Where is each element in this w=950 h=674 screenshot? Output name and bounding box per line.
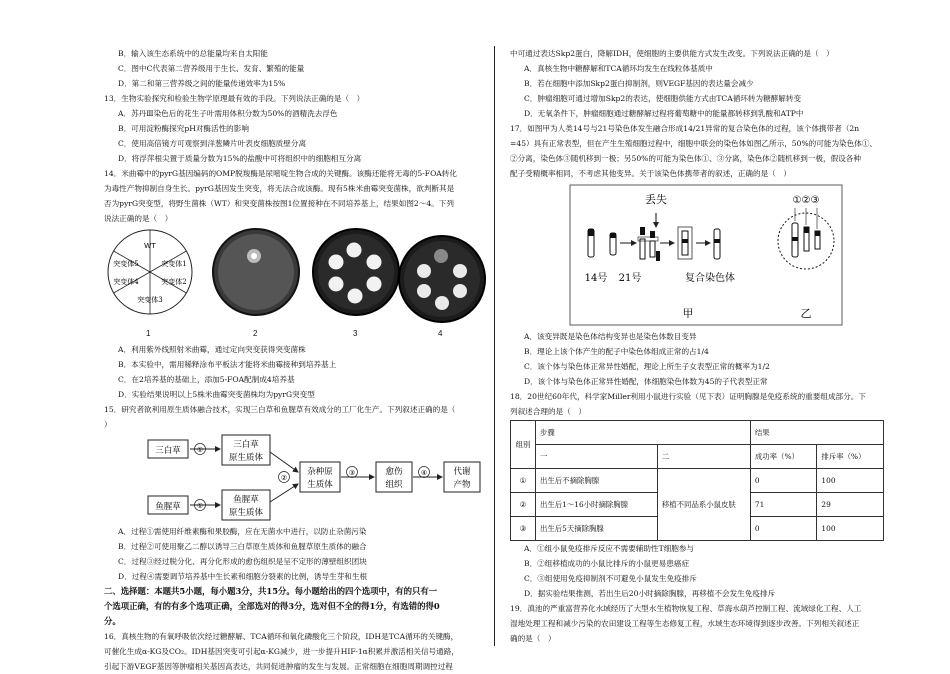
q15-stem-line: 15．研究者欲利用原生质体融合技术，实现三白草和鱼腥草有效成分的工厂化生产。下列叙述正确的是（: [104, 405, 456, 414]
flow-yuxingcao-proto-1: 鱼腥草: [233, 495, 259, 505]
table-header-success: 成功率（%）: [750, 445, 817, 469]
plate-2-image: [213, 229, 299, 315]
section-2-heading: 个选项正确，有的有多个选项正确，全部选对的得3分，选对但不全的得1分，有选错的得0: [104, 601, 440, 611]
plate-1-sector-diagram: [108, 230, 192, 314]
table-cell-step1: 出生后5天摘除胸腺: [536, 517, 658, 541]
table-header-group: 组别: [511, 421, 536, 469]
q17-option-c: C．该个体与染色体正常异性婚配，理论上所生子女表型正常的概率为1/2: [524, 362, 770, 371]
q13-option-c: C．使用高倍镜方可观察到洋葱鳞片叶表皮细胞质壁分离: [118, 139, 307, 148]
q18-experiment-table: [510, 420, 884, 541]
q14-stem-line: 否为pyrG突变型，将野生菌株（WT）和突变菌株按图1位置接种在不同培养基上，结果如图2～4。下列: [104, 199, 454, 208]
q19-stem-line: 湿地处理工程和减少污染的农田建设工程等生态修复工程，水域生态环境得到逐步改善。下列相关叙述正: [510, 619, 860, 628]
label-lost: 丢失: [645, 193, 667, 206]
flow-hybrid-1: 杂种原: [307, 467, 333, 477]
q15-option-b: B．过程②可使用聚乙二醇以诱导三白草原生质体和鱼腥草原生质体的融合: [118, 542, 367, 551]
sector-label-mutant-4: 突变体4: [113, 278, 139, 286]
q16-stem-line: 16．真核生物的有氧呼吸依次经过糖酵解、TCA循环和氧化磷酸化三个阶段，IDH是TCA循环的关键酶，: [104, 632, 459, 641]
q14-stem-line: 14．米曲霉中的pyrG基因编码的OMP脱羧酶是尿嘧啶生物合成的关键酶。该酶还能将无毒的5-FOA转化: [104, 169, 457, 178]
label-jia: 甲: [682, 307, 694, 320]
table-cell-success: 71: [750, 493, 817, 517]
q16-stem-cont: 中可通过表达Skp2蛋白，降解IDH，使细胞的主要供能方式发生改变。下列说法正确的是（ ）: [510, 49, 834, 58]
flow-product-2: 产物: [453, 480, 471, 490]
column-divider: [494, 46, 495, 646]
flow-hybrid-2: 生质体: [307, 480, 333, 490]
q13-option-b: B．可用淀粉酶探究pH对酶活性的影响: [118, 124, 249, 133]
flow-sanbaicao: 三白草: [155, 446, 181, 456]
q19-stem-line: 确的是（ ）: [510, 634, 556, 643]
q15-option-c: C．过程③经过脱分化、再分化形成的愈伤组织是呈不定形的薄壁组织团块: [118, 557, 367, 566]
q14-option-b: B．本实验中，需用稀释涂布平板法才能将米曲霉接种到培养基上: [118, 360, 337, 369]
q16-stem-line: 引起下游VEGF基因等肿瘤相关基因高表达，共同促进肿瘤的发生与发展。正常细胞在细胞周期调控过程: [104, 662, 453, 671]
sector-label-mutant-1: 突变体1: [161, 260, 187, 268]
q14-stem-line: 为毒性产物抑制自身生长。pyrG基因发生突变，将无法合成该酶。现有5株米曲霉突变菌株，欲判断其是: [104, 184, 455, 193]
flow-callus-1: 愈伤: [385, 467, 403, 477]
q14-option-a: A．利用紫外线照射米曲霉，通过定向突变获得突变菌株: [118, 345, 306, 354]
table-header-step2: 二: [657, 445, 750, 469]
q16-stem-line: 可催化生成α-KG及CO₂。IDH基因突变可引起α-KG减少，进一步提升HIF-1α积累并激活相关信号通路，: [104, 647, 459, 656]
flow-step-label: ④: [420, 469, 428, 477]
table-cell-reject: 29: [817, 493, 884, 517]
table-header-step1: 一: [536, 445, 658, 469]
table-cell-reject: 100: [817, 469, 884, 493]
table-cell-success: 0: [750, 469, 817, 493]
plate-captions: [104, 330, 486, 342]
q15-stem-line: ）: [104, 420, 112, 429]
q17-option-a: A．该变异既是染色体结构变异也是染色体数目变异: [524, 332, 697, 341]
q15-option-d: D．过程④需要调节培养基中生长素和细胞分裂素的比例，诱导生芽和生根: [118, 572, 368, 581]
q15-flow-diagram: [104, 432, 484, 524]
q18-option-c: C．③组使用免疫抑制剂不可避免小鼠发生免疫排斥: [524, 574, 697, 583]
table-cell-group: ①: [511, 469, 536, 493]
table-cell-step1: 出生后1～16小时摘除胸腺: [536, 493, 658, 517]
label-compound: 复合染色体: [685, 273, 735, 284]
q17-stem-line: 配子受精概率相同，不考虑其他变异。关于该染色体携带者的叙述，正确的是（ ）: [510, 169, 791, 178]
label-yi: 乙: [800, 307, 812, 320]
label-circle-numbers: ①②③: [792, 195, 820, 206]
q13-option-d: D．将浮萍根尖置于质量分数为15%的盐酸中可将组织中的细胞相互分离: [118, 154, 362, 163]
q15-option-a: A．过程①需使用纤维素酶和果胶酶，应在无菌水中进行，以防止杂菌污染: [118, 527, 367, 536]
q12-option-b: B．输入该生态系统中的总能量均来自太阳能: [118, 49, 268, 58]
q13-option-a: A．苏丹Ⅲ染色后的花生子叶需用体积分数为50%的酒精洗去浮色: [118, 109, 338, 118]
q12-option-d: D．第二和第三营养级之间的能量传递效率为15%: [118, 79, 286, 88]
sector-label-mutant-2: 突变体2: [161, 278, 187, 286]
q18-stem-line: 列叙述合理的是（ ）: [510, 407, 586, 416]
sector-label-mutant-5: 突变体5: [113, 260, 139, 268]
section-2-heading: 分。: [104, 616, 121, 626]
plate-caption: 1: [146, 329, 151, 338]
q18-option-d: D．据实验结果推测，若出生后20小时摘除胸腺，再移植不会发生免疫排斥: [524, 589, 776, 598]
flow-step-label: ①: [196, 502, 204, 510]
sector-label-mutant-3: 突变体3: [137, 296, 163, 304]
q14-option-c: C．在2培养基的基础上，添加5-FOA配制成4培养基: [118, 375, 295, 384]
label-chr14: 14号: [584, 273, 608, 284]
table-header-result: 结果: [750, 421, 883, 445]
table-cell-group: ③: [511, 517, 536, 541]
flow-sanbaicao-proto-2: 原生质体: [228, 453, 264, 463]
plate-caption: 2: [253, 329, 258, 338]
q16-option-b: B．若在细胞中添加Skp2蛋白抑制剂，则VEGF基因的表达量会减少: [524, 79, 754, 88]
section-2-heading: 二、选择题：本题共5小题，每小题3分，共15分。每小题给出的四个选项中，有的只有一: [104, 586, 438, 596]
label-chr21: 21号: [618, 273, 642, 284]
table-cell-reject: 100: [817, 517, 884, 541]
q13-stem: 13．生物实验探究和检验生物学原理最有效的手段。下列说法正确的是（ ）: [104, 94, 365, 103]
plate-4-image: [394, 231, 490, 327]
left-column: [104, 46, 486, 674]
flow-sanbaicao-proto-1: 三白草: [233, 440, 259, 450]
q16-option-c: C．肿瘤细胞可通过增加Skp2的表达，使细胞供能方式由TCA循环转为糖酵解转变: [524, 94, 802, 103]
plate-caption: 4: [438, 329, 443, 338]
right-column: [510, 46, 892, 646]
table-cell-step1: 出生后不摘除胸腺: [536, 469, 658, 493]
flow-step-label: ①: [196, 446, 204, 454]
q18-option-a: A．①组小鼠免疫排斥反应不需要辅助性T细胞参与: [524, 544, 695, 553]
table-cell-step2: 移植不同品系小鼠皮肤: [657, 469, 750, 541]
plate-3-image: [313, 229, 399, 315]
q17-option-b: B．理论上该个体产生的配子中染色体组成正常的占1/4: [524, 347, 709, 356]
table-header-reject: 排斥率（%）: [817, 445, 884, 469]
q18-option-b: B．②组移植成功的小鼠比排斥的小鼠更易患癌症: [524, 559, 690, 568]
q16-option-a: A．真核生物中糖酵解和TCA循环均发生在线粒体基质中: [524, 64, 713, 73]
table-cell-group: ②: [511, 493, 536, 517]
flow-product-1: 代谢: [453, 467, 471, 477]
q18-stem-line: 18．20世纪60年代，科学家Miller利用小鼠进行实验（见下表）证明胸腺是免疫系统的重要组成部分。下: [510, 392, 866, 401]
q14-option-d: D．实验结果说明以上5株米曲霉突变菌株均为pyrG突变型: [118, 390, 315, 399]
sector-label-wt: WT: [144, 241, 156, 250]
flow-step-label: ②: [280, 474, 288, 482]
q17-stem-line: ②分离，染色体③随机移到一极；另50%的可能为染色体①、③分离，染色体②随机移到一极，假设各种: [510, 154, 861, 163]
q16-option-d: D．无氧条件下，肿瘤细胞通过糖酵解过程将葡萄糖中的能量都转移到乳酸和ATP中: [524, 109, 804, 118]
q19-stem-line: 19．滇池的严重富营养化水域经历了大型水生植物恢复工程、草海水葫芦控制工程、流域绿化工程、人工: [510, 604, 862, 613]
q17-stem-line: =45）具有正常表型，但在产生生殖细胞过程中，细胞中联会的染色体如图乙所示，50%的可能为染色体①、: [510, 139, 878, 148]
flow-yuxingcao: 鱼腥草: [155, 502, 181, 512]
table-row: [511, 469, 884, 493]
table-header-step: 步骤: [536, 421, 751, 445]
table-cell-success: 0: [750, 517, 817, 541]
flow-callus-2: 组织: [385, 480, 403, 490]
plate-caption: 3: [353, 329, 358, 338]
flow-step-label: ③: [348, 469, 356, 477]
q14-stem-line: 说法正确的是（ ）: [104, 214, 173, 223]
q17-stem-line: 17．如图甲为人类14号与21号染色体发生融合形成14/21异常的复合染色体的过程，该个体携带者（2n: [510, 124, 860, 133]
flow-yuxingcao-proto-2: 原生质体: [228, 508, 264, 518]
q12-option-c: C．图中C代表第二营养级用于生长、发育、繁殖的能量: [118, 64, 305, 73]
q17-chromosome-figure: [510, 181, 892, 329]
q17-option-d: D．该个体与染色体正常异性婚配，体细胞染色体数为45的子代表型正常: [524, 377, 768, 386]
